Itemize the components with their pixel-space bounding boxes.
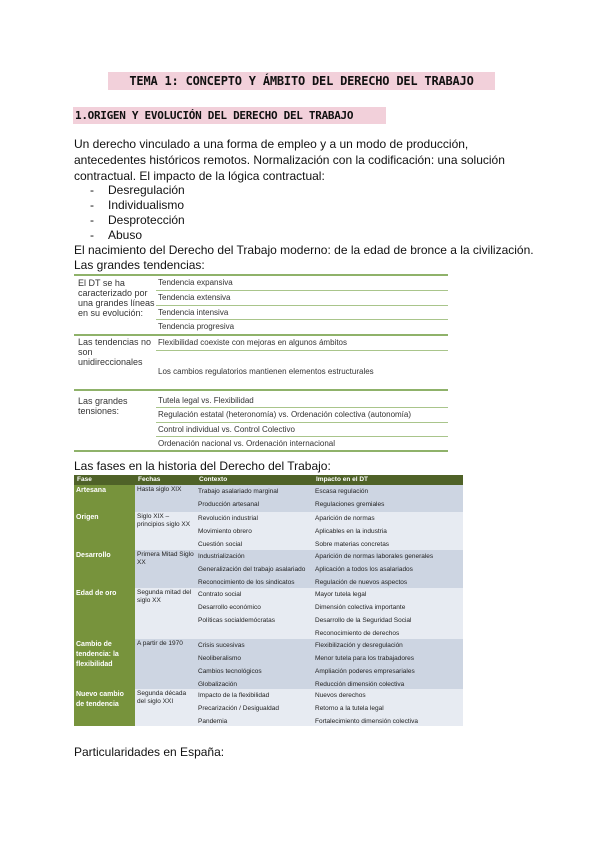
phase-name: Edad de oro <box>74 588 135 639</box>
table-cell: Escasa regulación <box>315 488 369 495</box>
table-cell: Fortalecimiento dimensión colectiva <box>315 718 418 725</box>
table-cell: Regulación estatal (heteronomía) vs. Ordenación colectiva (autonomía) <box>158 410 412 419</box>
table-cell: Crisis sucesivas <box>198 642 245 649</box>
table-cell: Tendencia extensiva <box>158 293 231 302</box>
table-cell: Aplicación a todos los asalariados <box>315 566 413 573</box>
phase-name: Cambio de tendencia: la flexibilidad <box>74 639 135 689</box>
table-cell: Globalización <box>198 681 238 688</box>
phase-context <box>198 550 312 589</box>
table-cell: Sobre materias concretas <box>315 541 390 548</box>
table-cell: Ampliación poderes empresariales <box>315 668 415 675</box>
table-cell: Impacto de la flexibilidad <box>198 692 270 699</box>
phase-impact <box>315 485 463 511</box>
table-cell: Control individual vs. Control Colectivo <box>158 425 295 434</box>
phase-impact <box>315 689 463 728</box>
particularidades-line: Particularidades en España: <box>74 745 225 759</box>
phase-name: Desarrollo <box>74 550 135 588</box>
table-cell: Neoliberalismo <box>198 655 241 662</box>
table-row <box>74 588 463 639</box>
table-cell: Cuestión social <box>198 541 243 548</box>
table-cell: Retorno a la tutela legal <box>315 705 384 712</box>
phase-impact <box>315 550 463 589</box>
table-row <box>74 639 463 689</box>
phase-dates: Segunda mitad del siglo XX <box>137 589 192 604</box>
group-label: Las tendencias no son unidireccionales <box>78 337 152 367</box>
table-cell: Reconocimiento de derechos <box>315 630 400 637</box>
phase-name: Nuevo cambio de tendencia <box>74 689 135 726</box>
phase-context <box>198 485 312 511</box>
phase-impact <box>315 639 463 691</box>
phase-dates: Primera Mitad Siglo XX <box>137 551 194 566</box>
phase-dates: Segunda década del siglo XXI <box>137 690 187 705</box>
table-cell: Contrato social <box>198 591 242 598</box>
table-cell: Mayor tutela legal <box>315 591 367 598</box>
phase-name: Artesana <box>74 485 135 512</box>
tendencies-table <box>74 274 448 452</box>
column-header: Fase <box>77 476 92 483</box>
phase-context <box>198 639 312 691</box>
table-cell: Ordenación nacional vs. Ordenación internacional <box>158 439 335 448</box>
table-cell: Trabajo asalariado marginal <box>198 488 279 495</box>
table-cell: Industrialización <box>198 553 245 560</box>
table-cell: Políticas socialdemócratas <box>198 617 275 624</box>
table-cell: Reducción dimensión colectiva <box>315 681 405 688</box>
fases-line: Las fases en la historia del Derecho del Trabajo: <box>74 459 331 473</box>
phase-impact <box>315 512 463 551</box>
table-cell: Tendencia expansiva <box>158 278 233 287</box>
phase-dates: Hasta siglo XIX <box>137 486 182 493</box>
phases-table <box>74 475 463 726</box>
phase-impact <box>315 588 463 640</box>
column-header: Fechas <box>138 476 161 483</box>
group-label: Las grandes tensiones: <box>78 396 128 416</box>
table-cell: Menor tutela para los trabajadores <box>315 655 415 662</box>
phase-context <box>198 512 312 551</box>
table-cell: Regulación de nuevos aspectos <box>315 579 408 586</box>
table-cell: Precarización / Desigualdad <box>198 705 279 712</box>
impact-bullet-list <box>88 183 185 243</box>
table-cell: Aparición de normas laborales generales <box>315 553 434 560</box>
table-row <box>74 550 463 588</box>
table-cell: Producción artesanal <box>198 501 260 508</box>
table-cell: Movimiento obrero <box>198 528 252 535</box>
phase-dates: Siglo XIX – principios siglo XX <box>137 513 191 528</box>
column-header: Impacto en el DT <box>316 476 369 483</box>
list-item: - Desregulación <box>88 183 185 198</box>
phase-context <box>198 588 312 627</box>
tendencias-line: Las grandes tendencias: <box>74 258 205 272</box>
table-cell: Tendencia intensiva <box>158 308 229 317</box>
table-cell: Tendencia progresiva <box>158 322 235 331</box>
table-cell: Aplicables en la industria <box>315 528 387 535</box>
table-cell: Flexibilización y desregulación <box>315 642 403 649</box>
table-cell: Pandemia <box>198 718 228 725</box>
nacimiento-line: El nacimiento del Derecho del Trabajo moderno: de la edad de bronce a la civilización. <box>74 243 534 257</box>
table-header <box>74 475 463 485</box>
document-title: TEMA 1: CONCEPTO Y ÁMBITO DEL DERECHO DEL TRABAJO <box>108 72 495 90</box>
phase-name: Origen <box>74 512 135 550</box>
table-cell: Reconocimiento de los sindicatos <box>198 579 295 586</box>
section-heading: 1.ORIGEN Y EVOLUCIÓN DEL DERECHO DEL TRABAJO <box>73 107 386 124</box>
table-cell: Tutela legal vs. Flexibilidad <box>158 396 254 405</box>
table-row <box>74 689 463 726</box>
phase-context <box>198 689 312 728</box>
phase-dates: A partir de 1970 <box>137 640 183 647</box>
table-cell: Aparición de normas <box>315 515 375 522</box>
table-cell: Revolución industrial <box>198 515 258 522</box>
group-label: El DT se ha caracterizado por una grandes líneas en su evolución: <box>78 278 155 318</box>
table-row <box>74 485 463 512</box>
table-cell: Los cambios regulatorios mantienen elementos estructurales <box>158 367 374 376</box>
list-item: - Desprotección <box>88 213 185 228</box>
table-cell: Generalización del trabajo asalariado <box>198 566 306 573</box>
list-item: - Abuso <box>88 228 185 243</box>
table-cell: Dimensión colectiva importante <box>315 604 406 611</box>
table-cell: Desarrollo de la Seguridad Social <box>315 617 412 624</box>
table-cell: Desarrollo económico <box>198 604 261 611</box>
intro-paragraph: Un derecho vinculado a una forma de empleo y a un modo de producción, antecedentes históricos remotos. Normalización con la codificación: una solución contractual. El impacto de la lógica contractual: <box>74 137 505 183</box>
table-cell: Flexibilidad coexiste con mejoras en algunos ámbitos <box>158 338 347 347</box>
table-row <box>74 512 463 550</box>
column-header: Contexto <box>199 476 228 483</box>
list-item: - Individualismo <box>88 198 185 213</box>
table-cell: Regulaciones gremiales <box>315 501 385 508</box>
table-cell: Nuevos derechos <box>315 692 366 699</box>
table-cell: Cambios tecnológicos <box>198 668 262 675</box>
